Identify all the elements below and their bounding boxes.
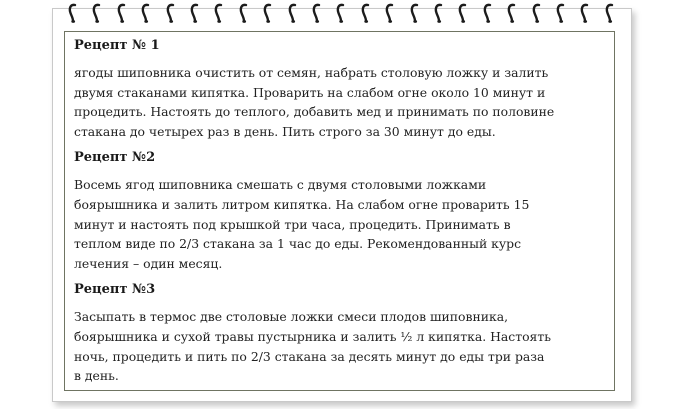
spiral-ring-icon — [605, 2, 615, 24]
spiral-ring-icon — [288, 2, 298, 24]
spiral-ring-icon — [141, 2, 151, 24]
spiral-ring-icon — [507, 2, 517, 24]
spiral-ring-icon — [117, 2, 127, 24]
spiral-ring-icon — [532, 2, 542, 24]
spiral-ring-icon — [556, 2, 566, 24]
recipe-3-text: Засыпать в термос две столовые ложки смеси плодов шиповника, боярышника и сухой травы пустырника и залить ½ л кипятка. Настоять ночь, процедить и пить по 2/3 стакана за десять минут до еды три раза в день. — [74, 309, 551, 384]
spiral-ring-icon — [483, 2, 493, 24]
spiral-ring-icon — [434, 2, 444, 24]
spiral-ring-icon — [385, 2, 395, 24]
spiral-ring-icon — [239, 2, 249, 24]
recipe-1-text: ягоды шиповника очистить от семян, набрать столовую ложку и залить двумя стаканами кипятка. Проварить на слабом огне около 10 минут и процедить. Настоять до теплого, добавить мед и принимать по половине стакана до четырех раз в день. Пить строго за 30 минут до еды. — [74, 65, 555, 139]
spiral-ring-icon — [214, 2, 224, 24]
recipe-1-title: Рецепт № 1 — [74, 38, 160, 53]
spiral-ring-icon — [336, 2, 346, 24]
recipe-3-title: Рецепт №3 — [74, 282, 156, 298]
spiral-ring-icon — [312, 2, 322, 24]
spiral-binding — [68, 0, 628, 30]
recipe-card — [64, 31, 615, 391]
recipe-2-text: Восемь ягод шиповника смешать с двумя столовыми ложками боярышника и залить литром кипятка. На слабом огне проварить 15 минут и настоять под крышкой три часа, процедить. Принимать в теплом виде по 2/3 стакана за 1 час до еды. Рекомендованный курс лечения – один месяц. — [74, 177, 530, 271]
spiral-ring-icon — [68, 2, 78, 24]
spiral-ring-icon — [458, 2, 468, 24]
spiral-ring-icon — [580, 2, 590, 24]
spiral-ring-icon — [190, 2, 200, 24]
spiral-ring-icon — [92, 2, 102, 24]
spiral-ring-icon — [410, 2, 420, 24]
spiral-ring-icon — [166, 2, 176, 24]
spiral-ring-icon — [361, 2, 371, 24]
recipe-2-title: Рецепт №2 — [74, 150, 156, 166]
spiral-ring-icon — [263, 2, 273, 24]
